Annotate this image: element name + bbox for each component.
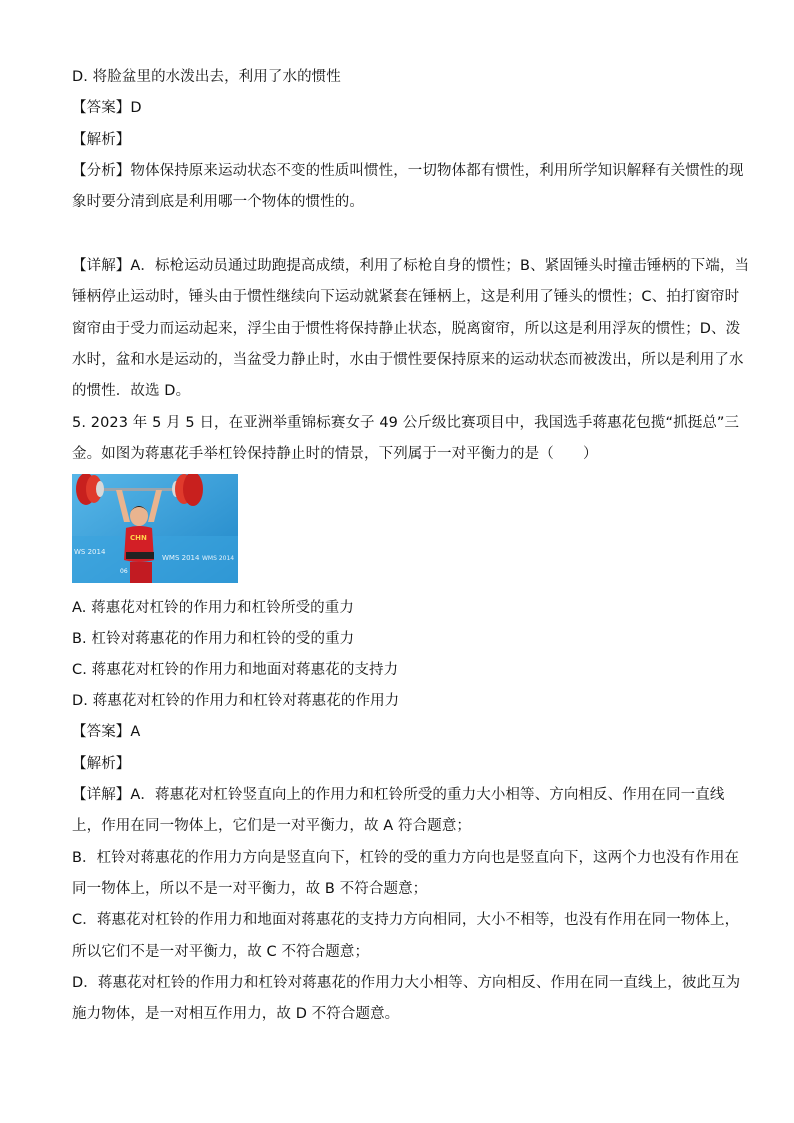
q4-detail-line: 锤柄停止运动时，锤头由于惯性继续向下运动就紧套在锤柄上，这是利用了锤头的惯性；C、拍打窗帘时 — [72, 289, 740, 305]
q4-detail-line: 窗帘由于受力而运动起来，浮尘由于惯性将保持静止状态，脱离窗帘，所以这是利用浮灰的惯性；D、泼 — [72, 321, 741, 337]
q5-stem-line: 5. 2023 年 5 月 5 日，在亚洲举重锦标赛女子 49 公斤级比赛项目中，我国选手蒋惠花包揽“抓挺总”三 — [72, 415, 740, 431]
q5-option-b: B. 杠铃对蒋惠花的作用力和杠铃的受的重力 — [72, 631, 355, 647]
banner-text-right: WMS 2014 — [162, 554, 200, 562]
q5-detail-line: C．蒋惠花对杠铃的作用力和地面对蒋惠花的支持力方向相同，大小不相等，也没有作用在同一物体上， — [72, 912, 740, 928]
q5-detail-line: 同一物体上，所以不是一对平衡力，故 B 不符合题意； — [72, 881, 428, 897]
q4-analysis-line: 象时要分清到底是利用哪一个物体的惯性的。 — [72, 194, 364, 210]
q4-detail-line: 水时，盆和水是运动的，当盆受力静止时，水由于惯性要保持原来的运动状态而被泼出，所以是利用了水 — [72, 352, 744, 368]
bib-number: 06 — [120, 568, 128, 575]
q5-detail-line: 上，作用在同一物体上，它们是一对平衡力，故 A 符合题意； — [72, 818, 472, 834]
q5-option-d: D. 蒋惠花对杠铃的作用力和杠铃对蒋惠花的作用力 — [72, 693, 400, 709]
q4-option-d: D. 将脸盆里的水泼出去，利用了水的惯性 — [72, 69, 341, 85]
banner-text-left: WS 2014 — [74, 548, 106, 556]
q5-detail-line: D．蒋惠花对杠铃的作用力和杠铃对蒋惠花的作用力大小相等、方向相反、作用在同一直线上，彼此互为 — [72, 975, 741, 991]
q5-detail-line: B．杠铃对蒋惠花的作用力方向是竖直向下，杠铃的受的重力方向也是竖直向下，这两个力也没有作用在 — [72, 850, 740, 866]
banner-text-far-right: WMS 2014 — [202, 555, 235, 562]
bib-text: CHN — [130, 534, 147, 542]
q4-analysis-line: 【分析】物体保持原来运动状态不变的性质叫惯性，一切物体都有惯性，利用所学知识解释有关惯性的现 — [72, 163, 744, 179]
q5-stem-line: 金。如图为蒋惠花手举杠铃保持静止时的情景，下列属于一对平衡力的是（ ） — [72, 446, 598, 462]
q5-option-a: A. 蒋惠花对杠铃的作用力和杠铃所受的重力 — [72, 600, 354, 616]
q4-answer: 【答案】D — [72, 100, 142, 116]
q5-answer: 【答案】A — [72, 724, 141, 740]
q5-option-c: C. 蒋惠花对杠铃的作用力和地面对蒋惠花的支持力 — [72, 662, 399, 678]
q4-analysis-label: 【解析】 — [72, 132, 131, 148]
weightlifter-photo — [72, 474, 238, 583]
q4-detail-line: 【详解】A．标枪运动员通过助跑提高成绩，利用了标枪自身的惯性；B、紧固锤头时撞击锤柄的下端，当 — [72, 258, 750, 274]
q4-detail-line: 的惯性．故选 D。 — [72, 383, 191, 399]
q5-detail-line: 所以它们不是一对平衡力，故 C 不符合题意； — [72, 944, 370, 960]
q5-detail-line: 【详解】A．蒋惠花对杠铃竖直向上的作用力和杠铃所受的重力大小相等、方向相反、作用在同一直线 — [72, 787, 725, 803]
q5-detail-line: 施力物体，是一对相互作用力，故 D 不符合题意。 — [72, 1006, 400, 1022]
q5-analysis-label: 【解析】 — [72, 756, 131, 772]
